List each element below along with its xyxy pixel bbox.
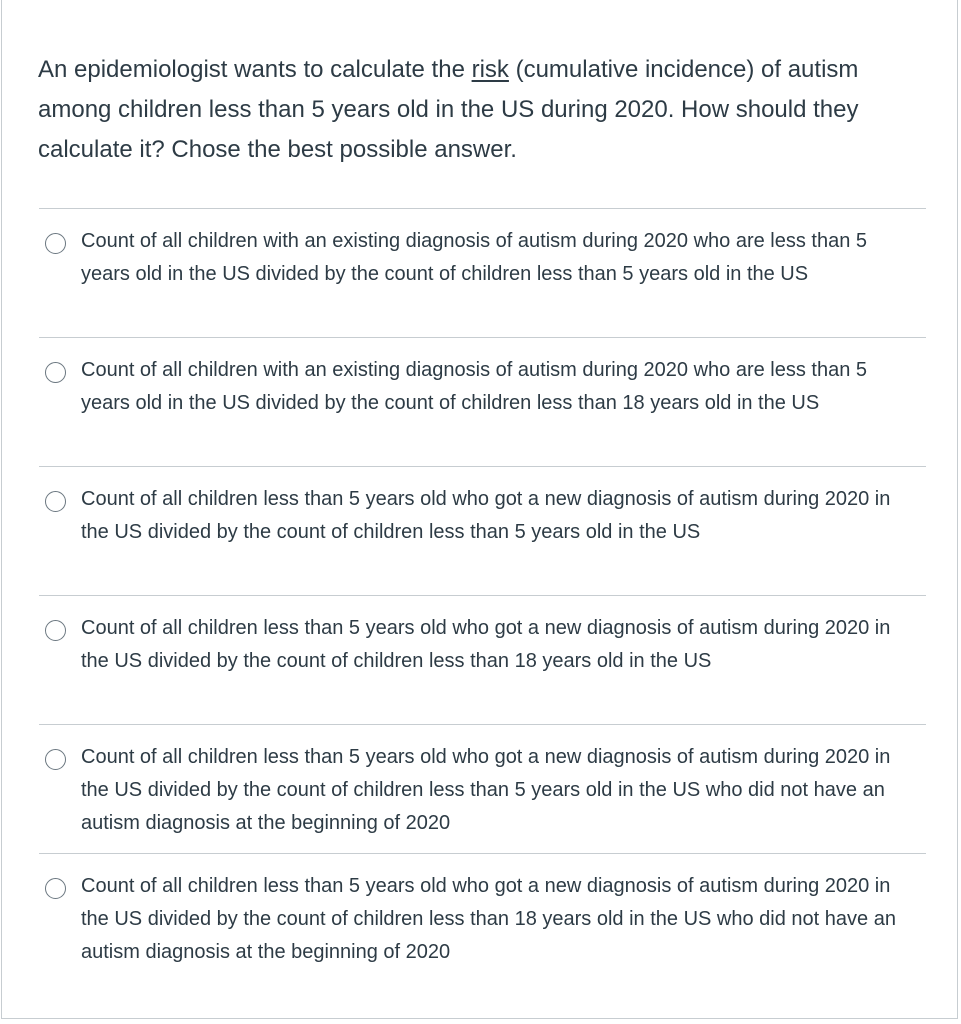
answer-option-4[interactable] [39, 595, 926, 724]
answer-option-1[interactable] [39, 208, 926, 337]
quiz-question-card [1, 0, 958, 1019]
radio-button-icon[interactable] [45, 749, 66, 770]
radio-button-icon[interactable] [45, 491, 66, 512]
question-text [38, 50, 908, 170]
answer-option-2[interactable] [39, 337, 926, 466]
answer-list [39, 208, 926, 982]
answer-label[interactable]: Count of all children with an existing diagnosis of autism during 2020 who are less than 5 years old in the US divided by the count of children less than 18 years old in the US [81, 359, 868, 414]
answer-label[interactable]: Count of all children less than 5 years old who got a new diagnosis of autism during 2020 in the US divided by the count of children less than 5 years old in the US [81, 488, 891, 543]
answer-option-6[interactable] [39, 853, 926, 982]
answer-label[interactable]: Count of all children less than 5 years old who got a new diagnosis of autism during 2020 in the US divided by the count of children less than 18 years old in the US who did not have an autism diagnosis at the beginning of 2020 [81, 875, 896, 963]
answer-option-3[interactable] [39, 466, 926, 595]
radio-button-icon[interactable] [45, 362, 66, 383]
question-text-before: An epidemiologist wants to calculate the [38, 56, 472, 83]
radio-button-icon[interactable] [45, 233, 66, 254]
question-risk-word: risk [471, 56, 509, 83]
answer-label[interactable]: Count of all children less than 5 years old who got a new diagnosis of autism during 2020 in the US divided by the count of children less than 18 years old in the US [81, 617, 891, 672]
answer-label[interactable]: Count of all children less than 5 years old who got a new diagnosis of autism during 2020 in the US divided by the count of children less than 5 years old in the US who did not have an autism diagnosis at the beginning of 2020 [81, 746, 891, 834]
radio-button-icon[interactable] [45, 878, 66, 899]
radio-button-icon[interactable] [45, 620, 66, 641]
answer-option-5[interactable] [39, 724, 926, 853]
question-text-after: (cumulative incidence) of autism among children less than 5 years old in the US during 2020. How should they calculate it? Chose the best possible answer. [38, 56, 859, 163]
answer-label[interactable]: Count of all children with an existing diagnosis of autism during 2020 who are less than 5 years old in the US divided by the count of children less than 5 years old in the US [81, 230, 868, 285]
